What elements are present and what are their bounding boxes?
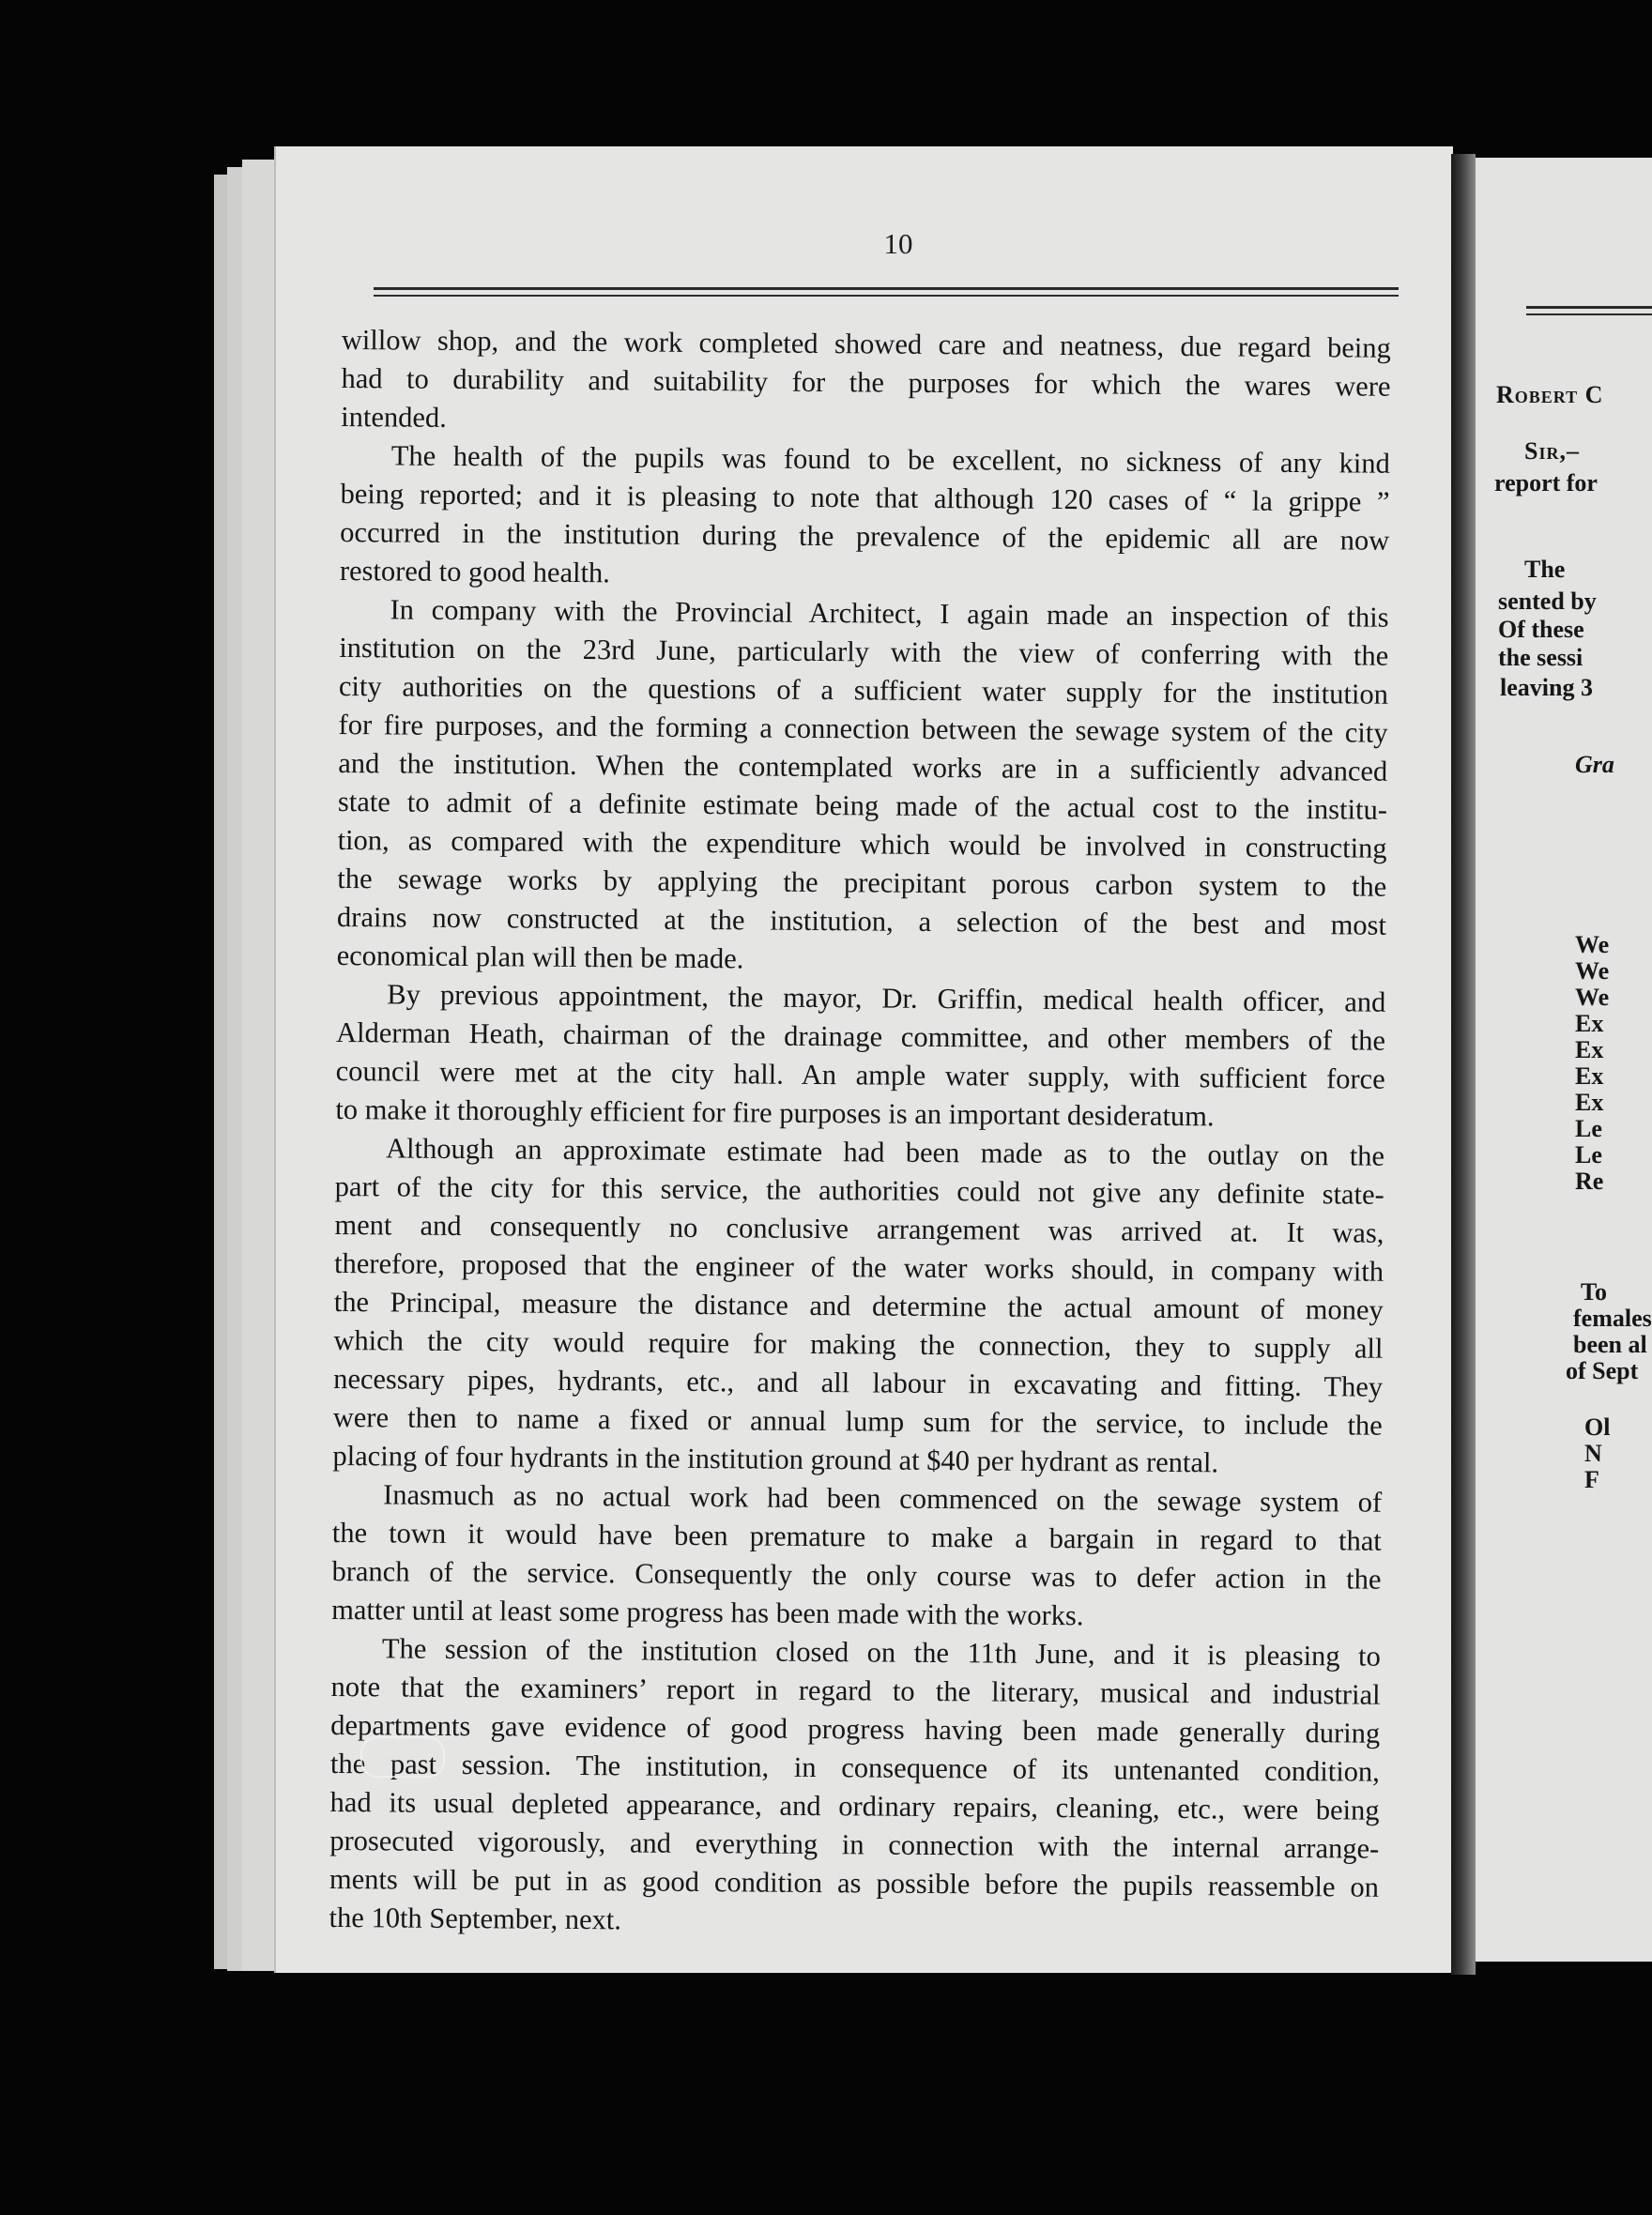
facing-page-fragment: Sir,– bbox=[1524, 437, 1580, 465]
facing-page-fragment: Le bbox=[1575, 1141, 1602, 1169]
text-line: and the institution. When the contemplated works are in a sufficiently advanced bbox=[338, 746, 1388, 787]
text-line: The health of the pupils was found to be excellent, no sickness of any kind bbox=[390, 439, 1390, 480]
facing-page-fragment: The bbox=[1524, 556, 1566, 583]
facing-page-fragment: To bbox=[1581, 1278, 1607, 1306]
facing-page-fragment: We bbox=[1575, 984, 1610, 1011]
text-line: By previous appointment, the mayor, Dr. Griffin, medical health officer, and bbox=[387, 978, 1386, 1018]
text-line: Although an approximate estimate had been made as to the outlay on the bbox=[385, 1132, 1385, 1172]
book-gutter bbox=[1451, 154, 1476, 1975]
text-line: the sewage works by applying the precipitant porous carbon system to the bbox=[337, 862, 1387, 903]
facing-page-fragment: Ex bbox=[1575, 1036, 1604, 1063]
text-line: Alderman Heath, chairman of the drainage committee, and other members of the bbox=[335, 1016, 1386, 1057]
text-line: the Principal, measure the distance and determine the actual amount of money bbox=[333, 1285, 1384, 1326]
paragraph bbox=[337, 590, 1389, 984]
paragraph bbox=[340, 436, 1390, 599]
header-rule-thin bbox=[374, 295, 1399, 297]
facing-rule-thin bbox=[1526, 313, 1652, 315]
text-line: departments gave evidence of good progress having been made generally during bbox=[330, 1708, 1381, 1749]
facing-rule-thick bbox=[1526, 306, 1652, 309]
facing-page-fragment: Ol bbox=[1584, 1413, 1611, 1441]
text-line: restored to good health. bbox=[339, 554, 611, 589]
text-line: necessary pipes, hydrants, etc., and all labour in excavating and fitting. They bbox=[333, 1362, 1384, 1403]
text-line: to make it thoroughly efficient for fire purposes is an important desideratum. bbox=[335, 1092, 1215, 1133]
text-line: therefore, proposed that the engineer of the water works should, in company with bbox=[333, 1246, 1384, 1288]
paragraph bbox=[329, 1629, 1381, 1946]
text-line: note that the examiners’ report in regard to the literary, musical and industrial bbox=[330, 1670, 1381, 1711]
facing-page bbox=[1476, 158, 1652, 1962]
text-line: had its usual depleted appearance, and ordinary repairs, cleaning, etc., were being bbox=[329, 1785, 1380, 1826]
text-line: were then to name a fixed or annual lump sum for the service, to include the bbox=[332, 1400, 1383, 1442]
text-line: which the city would require for making the connection, they to supply all bbox=[333, 1323, 1384, 1365]
text-line: drains now constructed at the institution, a selection of the best and most bbox=[336, 900, 1387, 941]
facing-page-fragment: the sessi bbox=[1498, 644, 1583, 671]
faint-stamp-mark bbox=[360, 1736, 445, 1778]
facing-page-fragment: We bbox=[1575, 931, 1610, 958]
facing-page-fragment: Ex bbox=[1575, 1010, 1604, 1037]
text-line: tion, as compared with the expenditure which would be involved in constructing bbox=[337, 823, 1387, 864]
text-line: city authorities on the questions of a sufficient water supply for the institution bbox=[338, 669, 1389, 710]
text-line: ments will be put in as good condition as possible before the pupils reassemble on bbox=[329, 1862, 1380, 1903]
paragraph bbox=[335, 975, 1385, 1138]
text-line: intended. bbox=[341, 400, 447, 434]
paragraph bbox=[331, 1475, 1382, 1638]
text-line: being reported; and it is pleasing to note that although 120 cases of “ la grippe ” bbox=[340, 477, 1390, 518]
facing-page-fragment: females bbox=[1573, 1305, 1652, 1332]
facing-page-fragment: leaving 3 bbox=[1500, 674, 1593, 701]
paragraph bbox=[341, 321, 1391, 445]
facing-page-fragment: Le bbox=[1575, 1115, 1602, 1142]
facing-page-fragment: Ex bbox=[1575, 1089, 1604, 1116]
text-line: part of the city for this service, the authorities could not give any definite state- bbox=[334, 1169, 1384, 1211]
text-line: economical plan will then be made. bbox=[336, 939, 744, 975]
facing-page-fragment: Of these bbox=[1498, 616, 1584, 643]
facing-page-fragment: Ex bbox=[1575, 1062, 1604, 1090]
facing-page-fragment: of Sept bbox=[1566, 1357, 1639, 1384]
text-line: matter until at least some progress has been made with the works. bbox=[331, 1593, 1084, 1632]
text-line: the town it would have been premature to make a bargain in regard to that bbox=[331, 1516, 1382, 1557]
left-page bbox=[274, 146, 1453, 1973]
text-line: had to durability and suitability for the purposes for which the wares were bbox=[341, 361, 1391, 403]
text-line: the 10th September, next. bbox=[329, 1901, 622, 1936]
facing-page-fragment: Robert C bbox=[1496, 381, 1604, 408]
text-line: placing of four hydrants in the institution ground at $40 per hydrant as rental. bbox=[332, 1439, 1219, 1479]
body-text bbox=[329, 321, 1390, 1946]
text-line: willow shop, and the work completed showed care and neatness, due regard being bbox=[341, 323, 1391, 364]
text-line: council were met at the city hall. An ample water supply, with sufficient force bbox=[335, 1054, 1385, 1095]
text-line: branch of the service. Consequently the only course was to defer action in the bbox=[331, 1554, 1382, 1596]
text-line: the past session. The institution, in consequence of its untenanted condition, bbox=[329, 1747, 1381, 1788]
text-line: prosecuted vigorously, and everything in connection with the internal arrange- bbox=[329, 1824, 1380, 1865]
text-line: Inasmuch as no actual work had been commenced on the sewage system of bbox=[383, 1478, 1383, 1519]
facing-page-fragment: Gra bbox=[1575, 751, 1614, 778]
facing-page-fragment: been al bbox=[1573, 1331, 1647, 1358]
header-rule-thick bbox=[374, 287, 1399, 290]
text-line: institution on the 23rd June, particularly with the view of conferring with the bbox=[339, 631, 1389, 672]
paragraph bbox=[332, 1129, 1384, 1484]
text-line: The session of the institution closed on the 11th June, and it is pleasing to bbox=[381, 1632, 1381, 1673]
facing-page-fragment: sented by bbox=[1498, 588, 1597, 615]
page-number: 10 bbox=[883, 227, 913, 260]
facing-page-fragment: N bbox=[1584, 1440, 1602, 1467]
text-line: occurred in the institution during the prevalence of the epidemic all are now bbox=[340, 515, 1390, 557]
text-line: In company with the Provincial Architect, I again made an inspection of this bbox=[390, 593, 1389, 634]
facing-page-fragment: report for bbox=[1494, 469, 1598, 496]
facing-page-fragment: We bbox=[1575, 957, 1610, 985]
facing-page-fragment: Re bbox=[1575, 1168, 1604, 1195]
text-line: for fire purposes, and the forming a connection between the sewage system of the city bbox=[338, 708, 1388, 749]
facing-page-fragment: F bbox=[1584, 1466, 1599, 1493]
text-line: ment and consequently no conclusive arrangement was arrived at. It was, bbox=[334, 1208, 1384, 1249]
text-line: state to admit of a definite estimate being made of the actual cost to the institu- bbox=[337, 785, 1388, 826]
